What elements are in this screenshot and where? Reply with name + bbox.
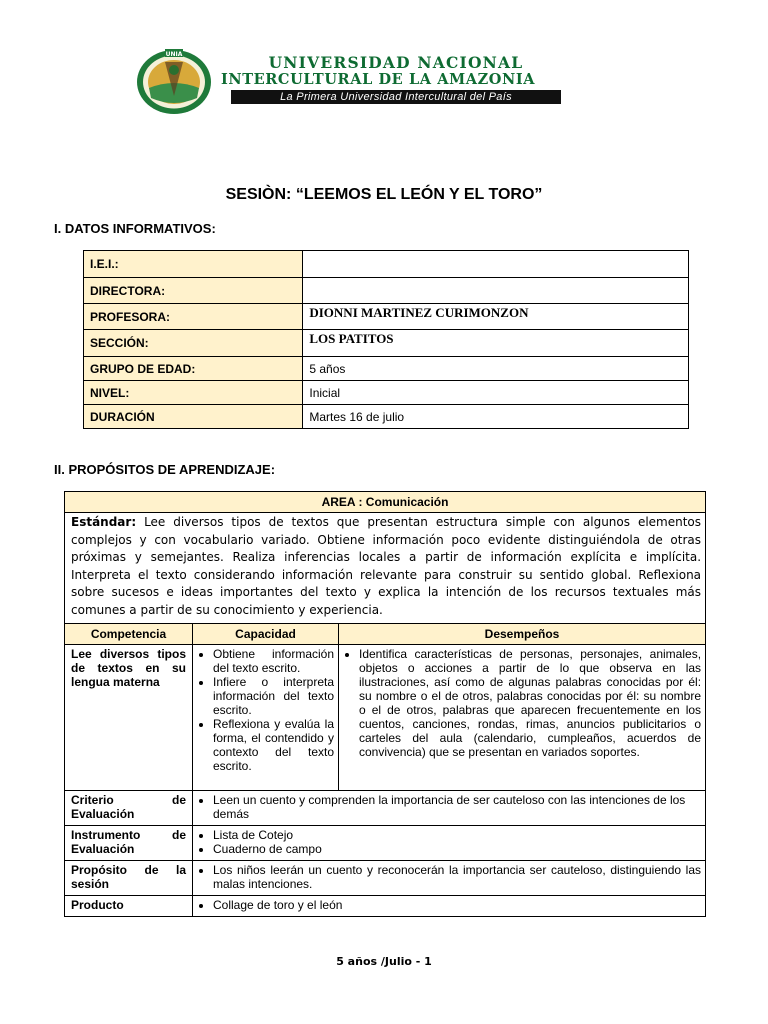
- capacidad-item: • Infiere o interpreta información del texto escrito.: [213, 675, 334, 717]
- info-label: NIVEL:: [84, 381, 303, 405]
- info-label: GRUPO DE EDAD:: [84, 357, 303, 381]
- info-value: 5 años: [303, 357, 689, 381]
- desempeno-cell: [339, 644, 706, 790]
- standard-label: Estándar:: [71, 515, 137, 529]
- instrumento-cell: [193, 825, 706, 860]
- capacidad-cell: [193, 644, 339, 790]
- proposito-cell: [193, 860, 706, 895]
- section-heading-propositos: II. PROPÓSITOS DE APRENDIZAJE:: [54, 462, 276, 477]
- info-label: PROFESORA:: [84, 304, 303, 330]
- info-row: [84, 381, 689, 405]
- info-row: [84, 304, 689, 330]
- column-header-desempenos: Desempeños: [339, 623, 706, 644]
- university-header: [135, 48, 575, 116]
- criterio-cell: [193, 790, 706, 825]
- standard-cell: [65, 513, 706, 624]
- proposito-item: • Los niños leerán un cuento y reconocerán la importancia ser cauteloso, distinguiendo las malas intenciones.: [213, 863, 701, 891]
- university-tagline: La Primera Universidad Intercultural del País: [231, 90, 561, 104]
- producto-cell: [193, 895, 706, 916]
- instrumento-label: Instrumento de Evaluación: [65, 825, 193, 860]
- university-name-line1: UNIVERSIDAD NACIONAL: [268, 53, 524, 72]
- instrumento-item: • Lista de Cotejo: [213, 828, 701, 842]
- info-row: [84, 405, 689, 429]
- info-value: Martes 16 de julio: [303, 405, 689, 429]
- info-row: [84, 251, 689, 278]
- criterio-label: Criterio de Evaluación: [65, 790, 193, 825]
- proposito-label: Propósito de la sesión: [65, 860, 193, 895]
- capacidad-item: • Reflexiona y evalúa la forma, el contendido y contexto del texto escrito.: [213, 717, 334, 773]
- competencia-cell: Lee diversos tipos de textos en su lengua materna: [65, 644, 193, 790]
- section-heading-datos: I. DATOS INFORMATIVOS:: [54, 221, 216, 236]
- instrumento-item: • Cuaderno de campo: [213, 842, 701, 856]
- info-value: LOS PATITOS: [309, 331, 394, 346]
- desempeno-item: • Identifica características de personas, personajes, animales, objetos o acciones a partir de lo que observa en las ilustraciones, así como de algunas palabras conocidas por él: su nombre o el de otros, palabras conocidas por él: su nombre o el de otros, palabras que aparecen frecuentemente en los cuentos, canciones, rondas, rimas, anuncios publicitarios o carteles del aula (calendario, cumpleaños, acuerdos de convivencia) que se presentan en variados soportes.: [359, 647, 701, 759]
- info-label: I.E.I.:: [84, 251, 303, 278]
- capacidad-item: • Obtiene información del texto escrito.: [213, 647, 334, 675]
- producto-item: • Collage de toro y el león: [213, 898, 701, 912]
- info-label: SECCIÓN:: [84, 330, 303, 357]
- info-label: DIRECTORA:: [84, 278, 303, 304]
- column-header-capacidad: Capacidad: [193, 623, 339, 644]
- standard-text: Lee diversos tipos de textos que presentan estructura simple con algunos elementos complejos y con vocabulario variado. Obtiene información poco evidente distinguiéndola de otras próximas y semejantes. Realiza inferencias locales a partir de información explícita e implícita. Interpreta el texto considerando información relevante para construir su sentido global. Reflexiona sobre sucesos e ideas importantes del texto y explica la intención de los recursos textuales más comunes a partir de su conocimiento y experiencia.: [71, 515, 702, 617]
- university-seal-icon: [135, 48, 213, 116]
- session-title: SESIÒN: “LEEMOS EL LEÓN Y EL TORO”: [225, 186, 543, 203]
- university-name-line2: INTERCULTURAL DE LA AMAZONIA: [221, 71, 536, 88]
- info-row: [84, 330, 689, 357]
- producto-label: Producto: [65, 895, 193, 916]
- svg-text:UNIA: UNIA: [165, 51, 183, 58]
- info-table: [83, 250, 689, 429]
- column-header-competencia: Competencia: [65, 623, 193, 644]
- info-value: [303, 278, 689, 304]
- info-row: [84, 278, 689, 304]
- info-value: Inicial: [303, 381, 689, 405]
- info-value: DIONNI MARTINEZ CURIMONZON: [309, 305, 529, 320]
- info-row: [84, 357, 689, 381]
- purposes-table: [64, 491, 706, 917]
- info-value: [303, 251, 689, 278]
- info-label: DURACIÓN: [84, 405, 303, 429]
- criterio-item: • Leen un cuento y comprenden la importancia de ser cauteloso con las intenciones de los demás: [213, 793, 701, 821]
- area-header: AREA : Comunicación: [65, 492, 706, 513]
- page-footer: 5 años /Julio - 1: [336, 955, 432, 968]
